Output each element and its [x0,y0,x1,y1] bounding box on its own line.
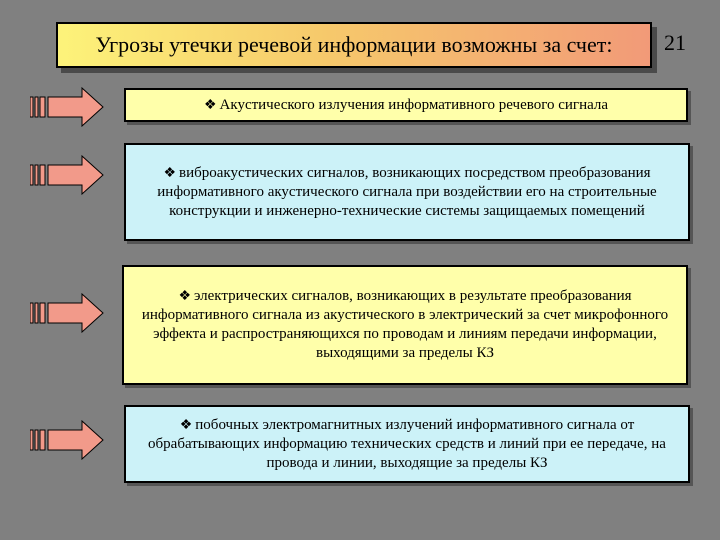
striped-arrow-icon [30,420,105,460]
item-text: побочных электромагнитных излучений информативного сигнала от обрабатывающих информацию технических средств и линий при ее передаче, на провода и линии, выходящие за пределы КЗ [148,416,666,471]
diamond-bullet-icon: ❖ [178,289,191,304]
diamond-bullet-icon: ❖ [203,97,217,113]
item-text: Акустического излучения информативного речевого сигнала [219,96,609,113]
diamond-bullet-icon: ❖ [163,165,176,181]
list-item [124,405,690,483]
item-text: виброакустических сигналов, возникающих посредством преобразования информативного акустического сигнала при воздействии его на строительные конструкции и инженерно-технические системы защищаемых помещений [157,164,657,219]
list-item [122,265,688,385]
striped-arrow-icon [30,155,105,195]
list-item [124,143,690,241]
striped-arrow-icon [30,293,105,333]
diamond-bullet-icon: ❖ [179,417,193,433]
striped-arrow-icon [30,87,105,127]
slide-number: 21 [664,30,686,55]
list-item [124,88,688,122]
item-text: электрических сигналов, возникающих в результате преобразования информативного сигнала из акустического в электрический за счет микрофонного эффекта и распространяющихся по проводам и линиям передачи информации, выходящими за пределы КЗ [141,288,669,361]
slide-title: Угрозы утечки речевой информации возможны за счет: [56,22,652,68]
